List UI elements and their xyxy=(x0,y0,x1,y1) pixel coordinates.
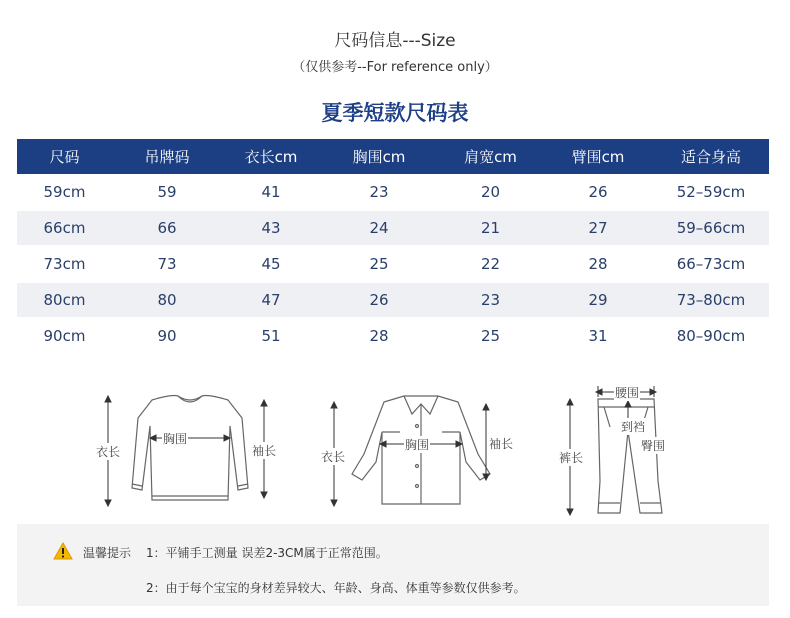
column-header: 吊牌码 xyxy=(112,139,222,174)
table-cell: 26 xyxy=(320,282,438,318)
notes-prefix: 温馨提示 xyxy=(83,546,132,560)
table-cell: 43 xyxy=(222,210,320,246)
shirt-sleeve-label: 袖长 xyxy=(489,437,514,451)
sweater-diagram xyxy=(90,390,290,515)
table-cell: 73–80cm xyxy=(653,282,769,318)
table-row xyxy=(17,246,769,282)
table-cell: 26 xyxy=(543,174,653,210)
pants-diagram xyxy=(558,381,678,521)
table-cell: 25 xyxy=(438,318,543,354)
sweater-chest-label: 胸围 xyxy=(163,432,188,446)
column-header: 适合身高 xyxy=(653,139,769,174)
shirt-diagram xyxy=(316,392,526,517)
table-cell: 90cm xyxy=(17,318,112,354)
table-cell: 80 xyxy=(112,282,222,318)
table-cell: 22 xyxy=(438,246,543,282)
table-cell: 23 xyxy=(320,174,438,210)
table-row xyxy=(17,318,769,354)
table-row xyxy=(17,282,769,318)
table-cell: 66cm xyxy=(17,210,112,246)
table-row xyxy=(17,210,769,246)
sweater-sleeve-label: 袖长 xyxy=(252,444,277,458)
table-cell: 28 xyxy=(320,318,438,354)
table-cell: 80–90cm xyxy=(653,318,769,354)
table-cell: 66–73cm xyxy=(653,246,769,282)
pants-waist-label: 腰围 xyxy=(615,386,640,400)
warning-icon xyxy=(53,542,73,560)
pants-thigh-label: 臀围 xyxy=(641,439,666,453)
sweater-length-label: 衣长 xyxy=(96,445,121,459)
size-table xyxy=(17,139,769,355)
note-line-1: 1：平铺手工测量 误差2-3CM属于正常范围。 xyxy=(146,546,388,560)
shirt-chest-label: 胸围 xyxy=(405,438,430,452)
pants-crotch-label: 到裆 xyxy=(621,420,646,434)
notes-panel xyxy=(17,524,769,606)
table-cell: 90 xyxy=(112,318,222,354)
column-header: 胸围cm xyxy=(320,139,438,174)
table-header-row xyxy=(17,139,769,174)
column-header: 衣长cm xyxy=(222,139,320,174)
table-cell: 73cm xyxy=(17,246,112,282)
table-cell: 59 xyxy=(112,174,222,210)
shirt-icon xyxy=(316,392,526,517)
page-title: 尺码信息---Size xyxy=(334,31,456,51)
table-cell: 73 xyxy=(112,246,222,282)
column-header: 尺码 xyxy=(17,139,112,174)
table-cell: 27 xyxy=(543,210,653,246)
table-cell: 59cm xyxy=(17,174,112,210)
column-header: 臂围cm xyxy=(543,139,653,174)
table-cell: 28 xyxy=(543,246,653,282)
table-cell: 52–59cm xyxy=(653,174,769,210)
pants-length-label: 裤长 xyxy=(559,451,584,465)
column-header: 肩宽cm xyxy=(438,139,543,174)
table-cell: 23 xyxy=(438,282,543,318)
table-cell: 45 xyxy=(222,246,320,282)
shirt-length-label: 衣长 xyxy=(321,450,346,464)
table-cell: 41 xyxy=(222,174,320,210)
table-cell: 29 xyxy=(543,282,653,318)
table-cell: 47 xyxy=(222,282,320,318)
table-cell: 20 xyxy=(438,174,543,210)
table-cell: 31 xyxy=(543,318,653,354)
table-cell: 51 xyxy=(222,318,320,354)
table-cell: 21 xyxy=(438,210,543,246)
table-cell: 59–66cm xyxy=(653,210,769,246)
table-cell: 24 xyxy=(320,210,438,246)
table-cell: 66 xyxy=(112,210,222,246)
note-line-2: 2：由于每个宝宝的身材差异较大、年龄、身高、体重等参数仅供参考。 xyxy=(146,581,526,595)
page-subtitle: （仅供参考--For reference only） xyxy=(292,60,498,75)
table-cell: 80cm xyxy=(17,282,112,318)
table-cell: 25 xyxy=(320,246,438,282)
table-row xyxy=(17,174,769,210)
table-title: 夏季短款尺码表 xyxy=(321,101,469,125)
